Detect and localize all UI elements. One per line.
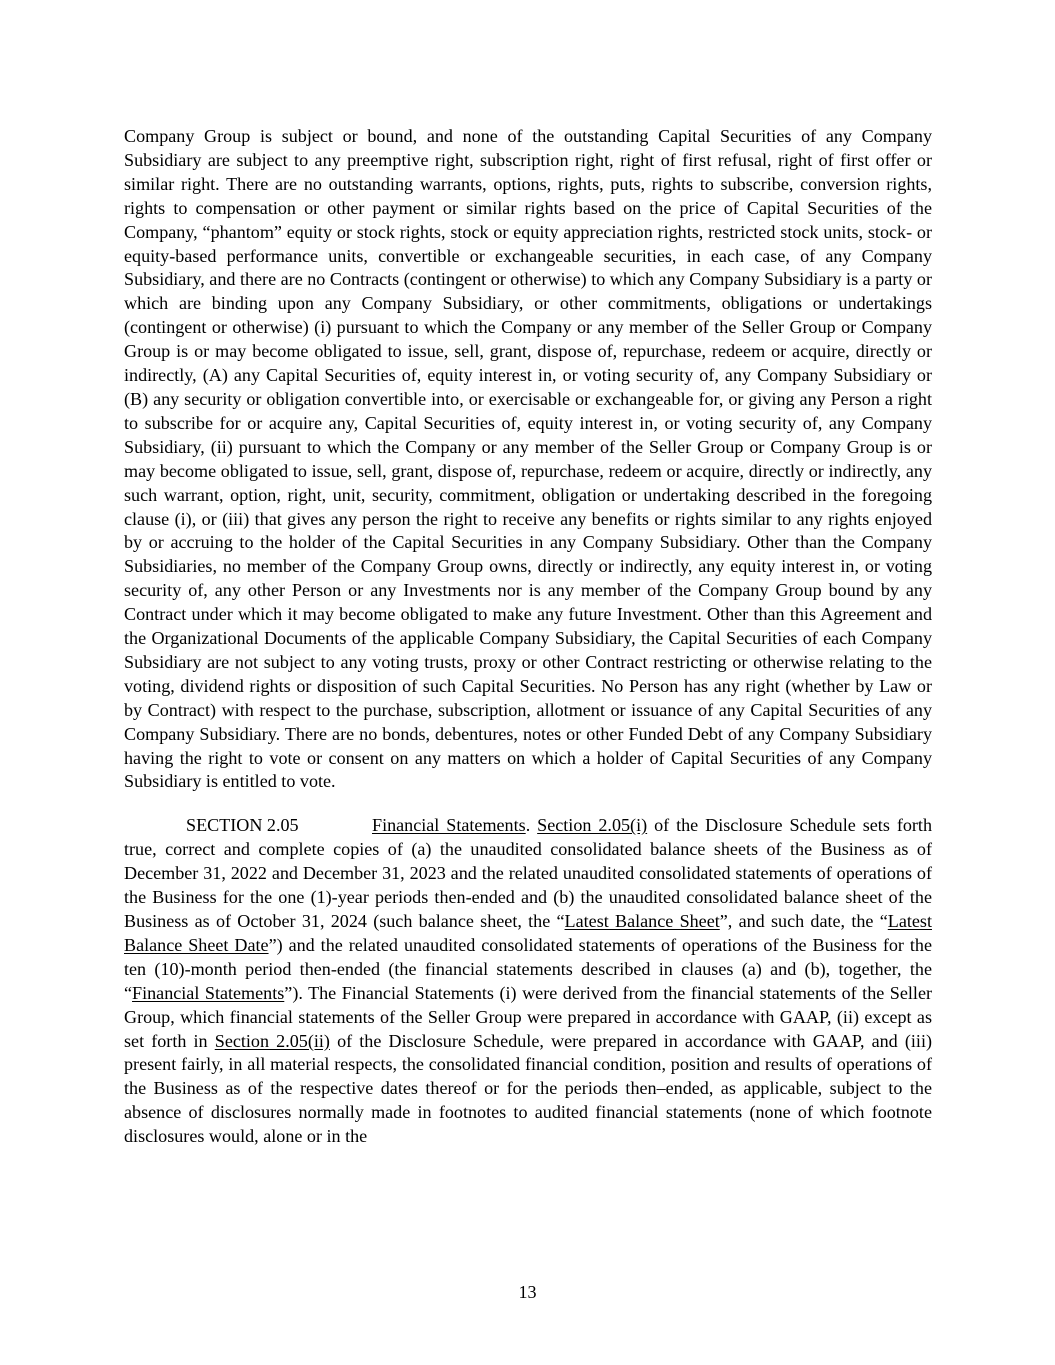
section-title-period: . [525, 815, 538, 836]
page-number: 13 [518, 1282, 537, 1302]
defined-term-latest-balance-sheet: Latest Balance Sheet [564, 911, 720, 931]
document-page [124, 125, 932, 1149]
section-text-3: ”) and the related unaudited consolidated statements of operations of the Business for the ten (10)-month period then-ended (the financial statements described in clauses (a) and (b), together, the “ [124, 934, 932, 1003]
section-text-4: ”). The Financial Statements (i) were derived from the financial statements of the Seller Group, which financial statements of the Seller Group were prepared in accordance with GAAP, (ii) except as set forth in [124, 982, 932, 1051]
section-title: Financial Statements [372, 815, 526, 836]
paragraph-capital-securities: Company Group is subject or bound, and none of the outstanding Capital Securities of any Company Subsidiary are subject to any preemptive right, subscription right, right of first refusal, right of first offer or similar right. There are no outstanding warrants, options, rights, puts, rights to subscribe, conversion rights, rights to compensation or other payment or similar rights based on the price of Capital Securities of the Company, “phantom” equity or stock rights, stock or equity appreciation rights, restricted stock units, stock- or equity-based performance units, convertible or exchangeable securities, in each case, of any Company Subsidiary, and there are no Contracts (contingent or otherwise) to which any Company Subsidiary is a party or which are binding upon any Company Subsidiary, or other commitments, obligations or undertakings (contingent or otherwise) (i) pursuant to which the Company or any member of the Seller Group or Company Group is or may become obligated to issue, sell, grant, dispose of, repurchase, redeem or acquire, directly or indirectly, (A) any Capital Securities of, equity interest in, or voting security of, any Company Subsidiary or (B) any security or obligation convertible into, or exercisable or exchangeable for, or giving any Person a right to subscribe for or acquire any, Capital Securities of, equity interest in, or voting security of, any Company Subsidiary, (ii) pursuant to which the Company or any member of the Seller Group or Company Group is or may become obligated to issue, sell, grant, dispose of, repurchase, redeem or acquire, directly or indirectly, any such warrant, option, right, unit, security, commitment, obligation or undertaking described in the foregoing clause (i), or (iii) that gives any person the right to receive any benefits or rights similar to any rights enjoyed by or accruing to the holder of the Capital Securities in any Company Subsidiary. Other than the Company Subsidiaries, no member of the Company Group owns, directly or indirectly, any equity interest in, or voting security of, any other Person or any Investments nor is any member of the Company Group bound by any Contract under which it may become obligated to make any future Investment. Other than this Agreement and the Organizational Documents of the applicable Company Subsidiary, the Capital Securities of each Company Subsidiary are not subject to any voting trusts, proxy or other Contract restricting or otherwise relating to the voting, dividend rights or disposition of such Capital Securities. No Person has any right (whether by Law or by Contract) with respect to the purchase, subscription, allotment or issuance of any Capital Securities of any Company Subsidiary. There are no bonds, debentures, notes or other Funded Debt of any Company Subsidiary having the right to vote or consent on any matters on which a holder of Capital Securities of any Company Subsidiary is entitled to vote. [124, 126, 932, 792]
section-reference-2-05-i: Section 2.05(i) [537, 815, 648, 836]
section-text-1: of the Disclosure Schedule sets forth true, correct and complete copies of (a) the unaudited consolidated balance sheets of the Business as of December 31, 2022 and December 31, 2023 and the related unaudited consolidated statements of operations of the Business for the one (1)-year periods then-ended and (b) the unaudited consolidated balance sheet of the Business as of October 31, 2024 (such balance sheet, the “ [124, 815, 932, 931]
section-text-5: of the Disclosure Schedule, were prepared in accordance with GAAP, and (iii) present fairly, in all material respects, the consolidated financial condition, position and results of operations of the Business as of the respective dates thereof or for the periods then–ended, as applicable, subject to the absence of disclosures normally made in footnotes to audited financial statements (none of which footnote disclosures would, alone or in the [124, 1030, 932, 1147]
defined-term-financial-statements: Financial Statements [132, 982, 285, 1003]
section-text-2: ”, and such date, the “ [719, 911, 888, 931]
defined-term-latest-balance-sheet-date: Latest Balance Sheet Date [124, 911, 932, 955]
section-number: SECTION 2.05 [186, 815, 299, 836]
section-2-05-financial-statements [124, 814, 932, 1149]
section-reference-2-05-ii: Section 2.05(ii) [214, 1030, 330, 1051]
